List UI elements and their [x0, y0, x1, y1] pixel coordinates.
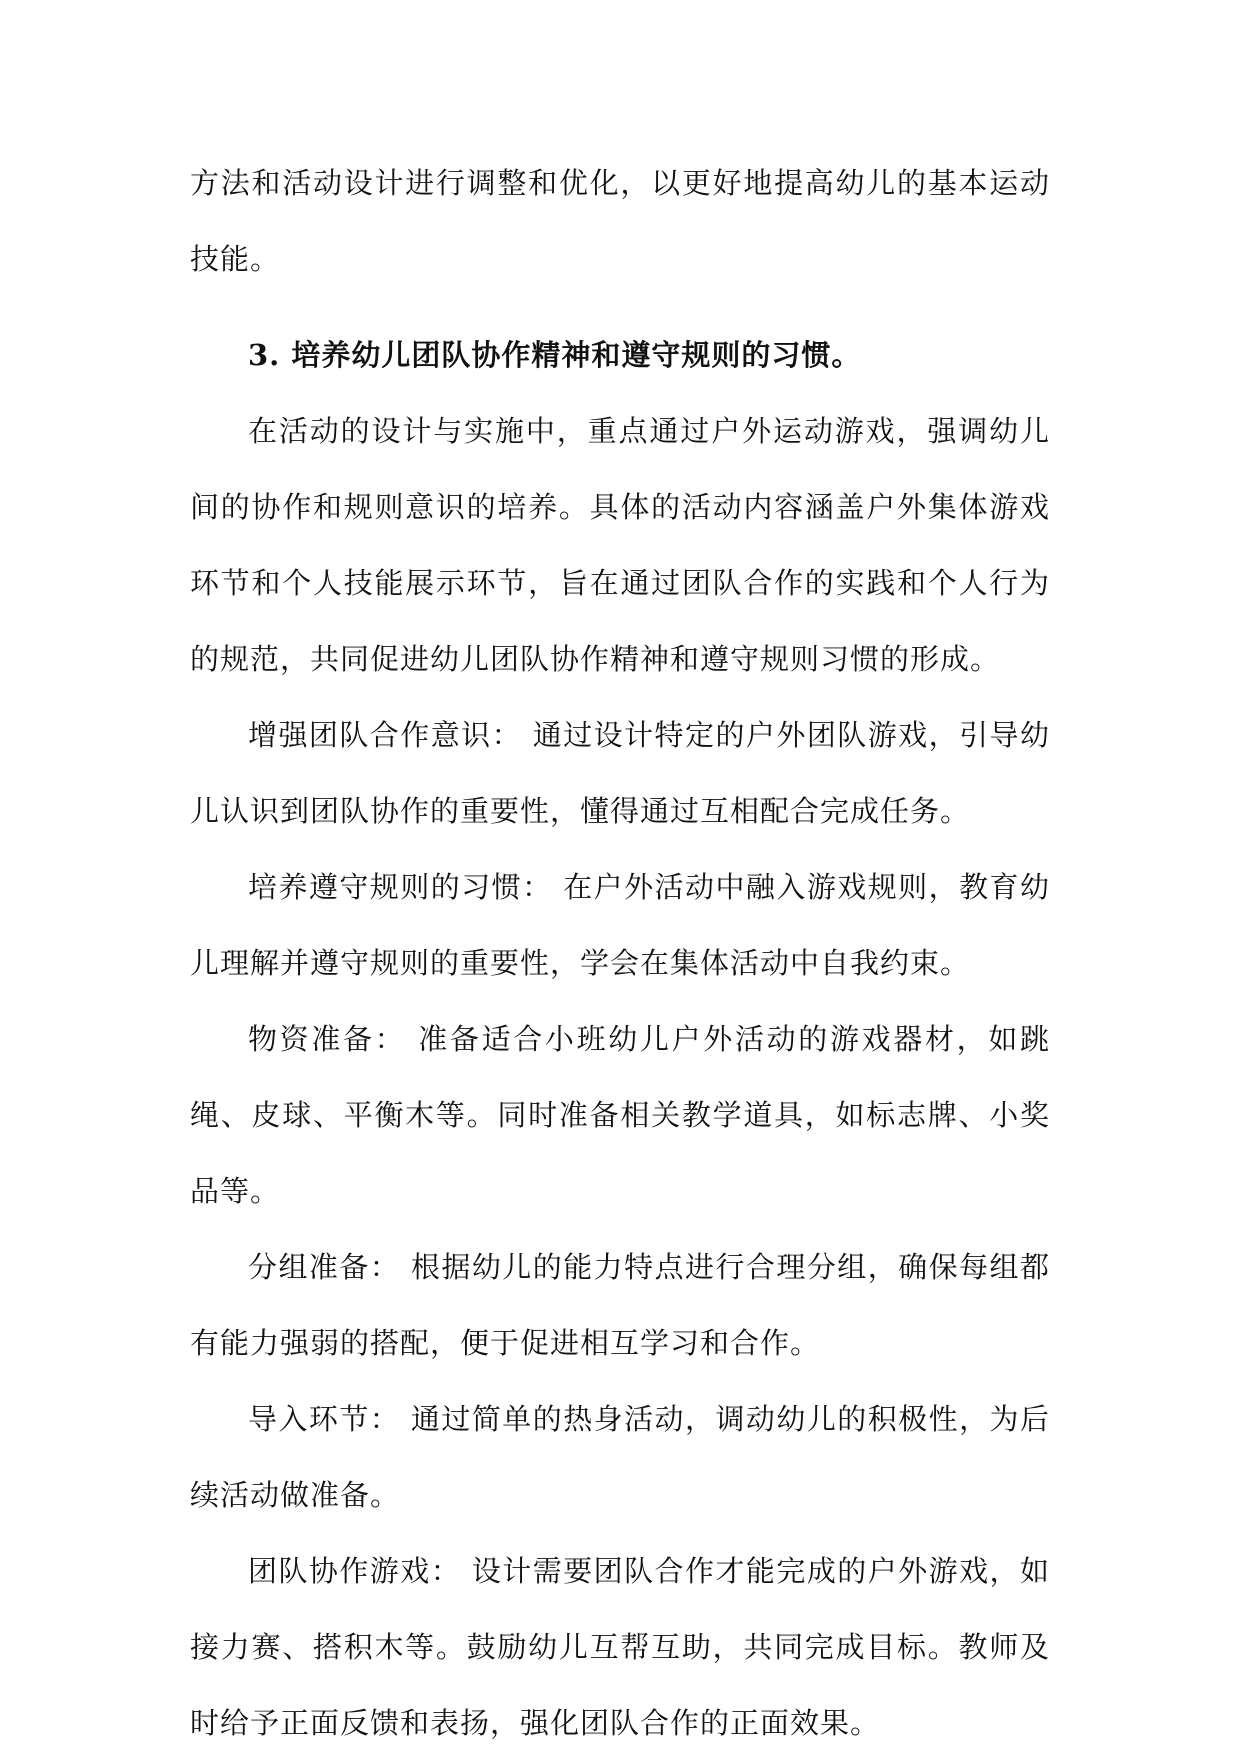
document-body: [190, 145, 1050, 1761]
section-heading: 3. 培养幼儿团队协作精神和遵守规则的习惯。: [248, 338, 862, 372]
paragraph-grouping: 分组准备： 根据幼儿的能力特点进行合理分组，确保每组都有能力强弱的搭配，便于促进相互学习和合作。: [190, 1250, 1050, 1360]
paragraph-rule-habits: 培养遵守规则的习惯： 在户外活动中融入游戏规则，教育幼儿理解并遵守规则的重要性，学会在集体活动中自我约束。: [190, 870, 1050, 980]
paragraph-intro: 在活动的设计与实施中，重点通过户外运动游戏，强调幼儿间的协作和规则意识的培养。具体的活动内容涵盖户外集体游戏环节和个人技能展示环节，旨在通过团队合作的实践和个人行为的规范，共同促进幼儿团队协作精神和遵守规则习惯的形成。: [190, 414, 1050, 676]
paragraph-introduction-phase: 导入环节： 通过简单的热身活动，调动幼儿的积极性，为后续活动做准备。: [190, 1402, 1050, 1512]
paragraph-continuation: 方法和活动设计进行调整和优化，以更好地提高幼儿的基本运动技能。: [190, 166, 1050, 276]
paragraph-team-games: 团队协作游戏： 设计需要团队合作才能完成的户外游戏，如接力赛、搭积木等。鼓励幼儿互帮互助，共同完成目标。教师及时给予正面反馈和表扬，强化团队合作的正面效果。: [190, 1554, 1050, 1740]
paragraph-team-awareness: 增强团队合作意识： 通过设计特定的户外团队游戏，引导幼儿认识到团队协作的重要性，懂得通过互相配合完成任务。: [190, 718, 1050, 828]
paragraph-materials: 物资准备： 准备适合小班幼儿户外活动的游戏器材，如跳绳、皮球、平衡木等。同时准备相关教学道具，如标志牌、小奖品等。: [190, 1022, 1050, 1208]
